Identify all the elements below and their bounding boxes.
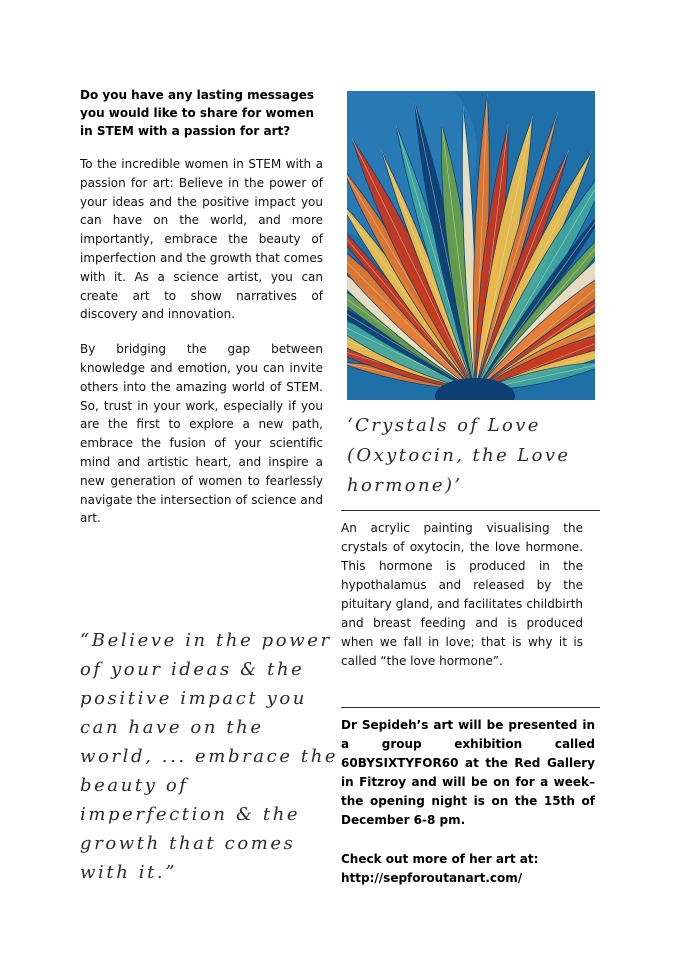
exhibition-announcement: Dr Sepideh’s art will be presented in a group exhibition called 60BYSIXTYFOR60 at the Red Gallery in Fitzroy and will be on for a week– the opening night is on the 15th of December 6-8 pm. <box>341 718 595 827</box>
artwork-description: An acrylic painting visualising the crystals of oxytocin, the love hormone. This hormone is produced in the hypothalamus and released by the pituitary gland, and facilitates childbirth and breast feeding and is produced when we fall in love; that is why it is called “the love hormone”. <box>341 521 583 668</box>
divider-top <box>341 510 600 511</box>
artwork-title: ‘Crystals of Love (Oxytocin, the Love hormone)’ <box>347 415 571 496</box>
more-art-block <box>341 850 595 888</box>
pull-quote: “Believe in the power of your ideas & the positive impact you can have on the world, ... embrace the beauty of imperfection & the growth that comes with it.” <box>80 630 339 883</box>
more-art-label: Check out more of her art at: <box>341 852 539 866</box>
artist-website-link[interactable]: http://sepforoutanart.com/ <box>341 871 523 885</box>
answer-paragraph-1: To the incredible women in STEM with a passion for art: Believe in the power of your ideas and the positive impact you can have on the world, and more importantly, embrace the beauty of imperfection and the growth that comes with it. As a science artist, you can create art to show narratives of discovery and innovation. <box>80 157 323 322</box>
interview-question: Do you have any lasting messages you would like to share for women in STEM with a passion for art? <box>80 88 314 138</box>
divider-bottom <box>341 707 600 708</box>
interview-column <box>80 86 323 544</box>
answer-paragraph-2: By bridging the gap between knowledge and emotion, you can invite others into the amazing world of STEM. So, trust in your work, especially if you are the first to explore a new path, embrace the fusion of your scientific mind and artistic heart, and inspire a new generation of women to fearlessly navigate the intersection of science and art. <box>80 342 323 526</box>
painting-image <box>347 91 595 400</box>
crystals-of-love-painting <box>347 91 595 400</box>
